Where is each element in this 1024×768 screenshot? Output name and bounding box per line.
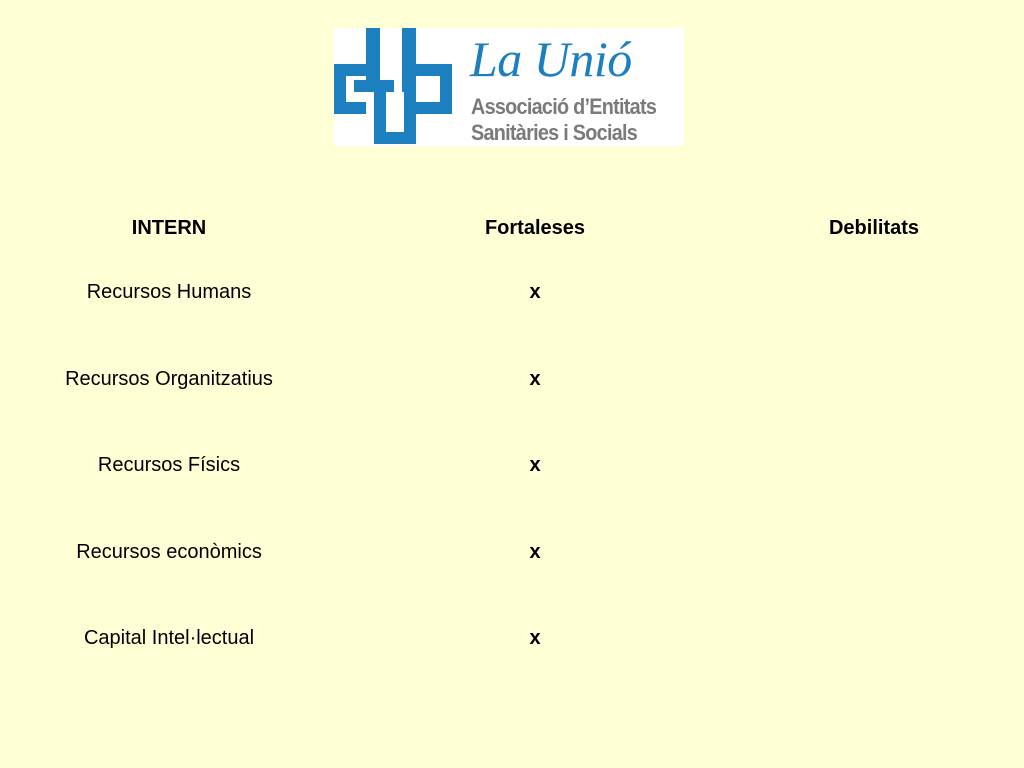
row-fortaleses-mark: x (529, 454, 541, 476)
row-label-capital-intellectual: Capital Intel·lectual (83, 627, 255, 649)
header-intern: INTERN (131, 217, 207, 239)
logo-subtitle-line1: Associació d’Entitats (471, 94, 657, 119)
row-label-recursos-economics: Recursos econòmics (76, 541, 262, 563)
row-fortaleses-mark: x (529, 627, 541, 649)
la-unio-logo (334, 28, 684, 146)
row-label-recursos-humans: Recursos Humans (86, 281, 252, 303)
row-fortaleses-mark: x (529, 368, 541, 390)
header-fortaleses: Fortaleses (484, 217, 586, 239)
row-fortaleses-mark: x (529, 281, 541, 303)
la-unio-emblem-icon (334, 28, 464, 146)
logo-subtitle-line2: Sanitàries i Socials (471, 120, 638, 145)
logo-title: La Unió (470, 31, 632, 87)
row-label-recursos-fisics: Recursos Físics (97, 454, 241, 476)
header-debilitats: Debilitats (828, 217, 920, 239)
row-label-recursos-organitzatius: Recursos Organitzatius (65, 368, 273, 390)
row-fortaleses-mark: x (529, 541, 541, 563)
